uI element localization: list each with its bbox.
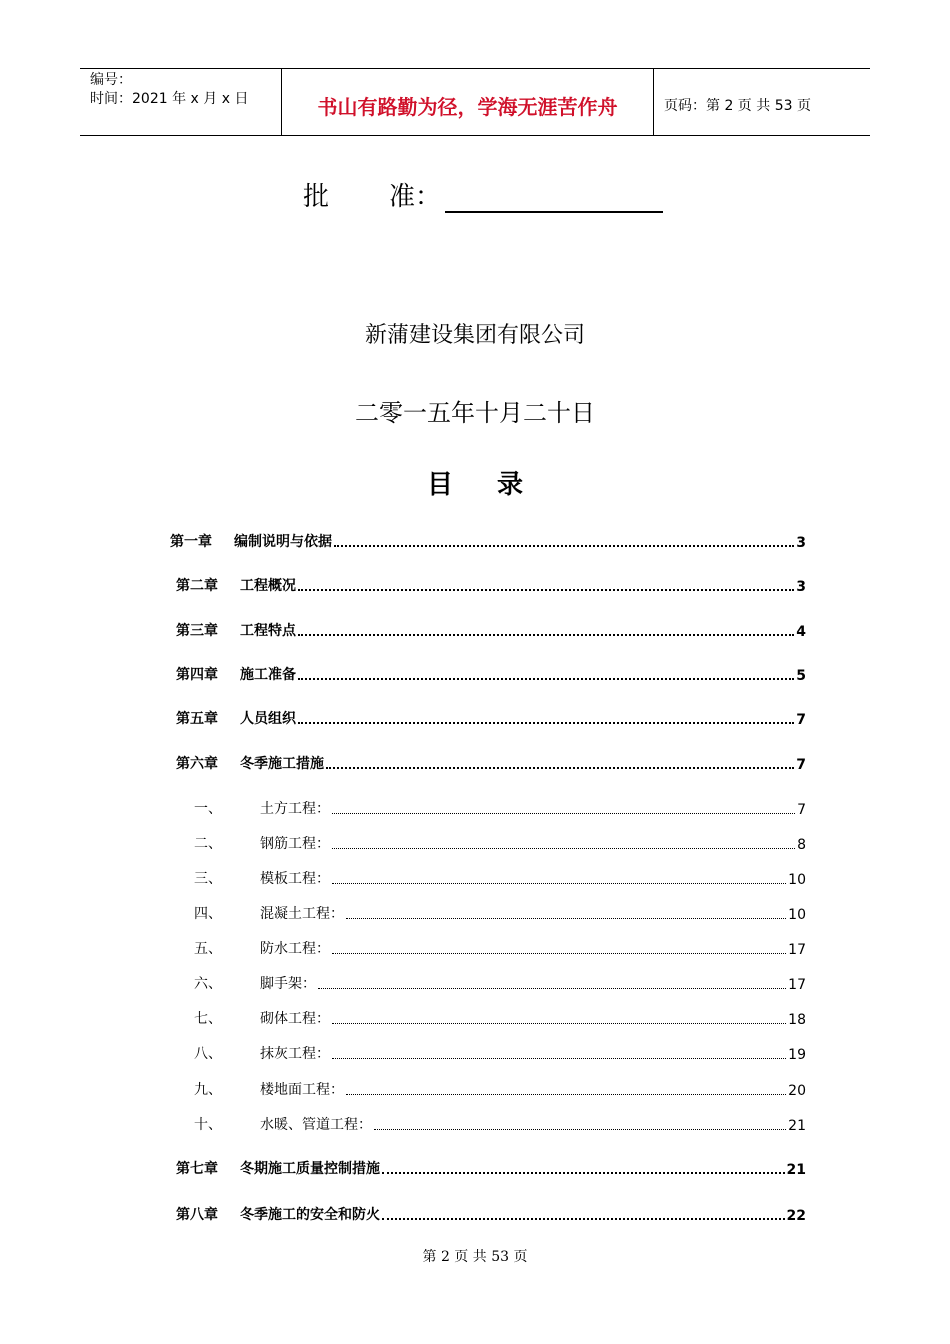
leader-dots xyxy=(326,767,794,769)
chapter-title: 人员组织 xyxy=(240,711,296,727)
chapter-title: 施工准备 xyxy=(240,667,296,683)
serial-label: 编号： xyxy=(90,72,132,88)
toc-chapter-row[interactable] xyxy=(170,531,806,551)
leader-dots xyxy=(382,1172,785,1174)
chapter-page: 22 xyxy=(786,1208,806,1224)
chapter-title: 编制说明与依据 xyxy=(234,534,332,550)
section-title: 楼地面工程： xyxy=(260,1082,344,1098)
toc-chapter-row[interactable] xyxy=(176,575,806,595)
page-info: 页码：第 2 页 共 53 页 xyxy=(664,98,811,114)
document-date: 二零一五年十月二十日 xyxy=(355,399,595,427)
chapter-number: 第七章 xyxy=(176,1161,218,1177)
section-title: 防水工程： xyxy=(260,941,330,957)
approval-label-b: 准： xyxy=(389,182,442,212)
section-page: 7 xyxy=(797,802,806,818)
section-title: 钢筋工程： xyxy=(260,836,330,852)
leader-dots xyxy=(346,918,786,919)
section-number: 十、 xyxy=(194,1117,222,1133)
toc-section-row[interactable] xyxy=(194,833,806,853)
toc-chapter-row[interactable] xyxy=(176,620,806,640)
toc-section-row[interactable] xyxy=(194,973,806,993)
section-page: 10 xyxy=(788,907,806,923)
section-number: 八、 xyxy=(194,1046,222,1062)
toc-chapter-row[interactable] xyxy=(176,753,806,773)
section-number: 七、 xyxy=(194,1011,222,1027)
chapter-page: 7 xyxy=(796,712,806,728)
toc-chapter-row[interactable] xyxy=(176,664,806,684)
chapter-title: 冬季施工措施 xyxy=(240,756,324,772)
chapter-title: 冬期施工质量控制措施 xyxy=(240,1161,380,1177)
toc-title: 目录 xyxy=(426,470,567,500)
page-footer: 第 2 页 共 53 页 xyxy=(422,1249,528,1265)
section-number: 九、 xyxy=(194,1082,222,1098)
chapter-page: 5 xyxy=(796,668,806,684)
section-number: 五、 xyxy=(194,941,222,957)
chapter-number: 第六章 xyxy=(176,756,218,772)
leader-dots xyxy=(334,545,794,547)
section-page: 19 xyxy=(788,1047,806,1063)
section-number: 六、 xyxy=(194,976,222,992)
section-title: 混凝土工程： xyxy=(260,906,344,922)
section-page: 21 xyxy=(788,1118,806,1134)
chapter-title: 工程特点 xyxy=(240,623,296,639)
section-title: 抹灰工程： xyxy=(260,1046,330,1062)
section-page: 18 xyxy=(788,1012,806,1028)
toc-section-row[interactable] xyxy=(194,1079,806,1099)
chapter-number: 第八章 xyxy=(176,1207,218,1223)
section-title: 砌体工程： xyxy=(260,1011,330,1027)
section-title: 脚手架： xyxy=(260,976,316,992)
chapter-page: 4 xyxy=(796,624,806,640)
leader-dots xyxy=(382,1218,785,1220)
toc-chapter-row[interactable] xyxy=(176,1158,806,1178)
toc-section-row[interactable] xyxy=(194,798,806,818)
toc-chapter-row[interactable] xyxy=(176,708,806,728)
motto: 书山有路勤为径，学海无涯苦作舟 xyxy=(282,69,654,135)
toc-section-row[interactable] xyxy=(194,1043,806,1063)
chapter-page: 3 xyxy=(796,579,806,595)
page-header xyxy=(80,68,870,136)
leader-dots xyxy=(332,953,786,954)
approval-line xyxy=(303,176,663,213)
chapter-number: 第二章 xyxy=(176,578,218,594)
toc-section-row[interactable] xyxy=(194,938,806,958)
leader-dots xyxy=(332,813,795,814)
section-title: 模板工程： xyxy=(260,871,330,887)
leader-dots xyxy=(346,1094,786,1095)
header-left-cell xyxy=(80,69,282,135)
leader-dots xyxy=(374,1129,786,1130)
signature-blank xyxy=(445,183,663,213)
leader-dots xyxy=(332,1023,786,1024)
section-page: 10 xyxy=(788,872,806,888)
chapter-number: 第五章 xyxy=(176,711,218,727)
chapter-title: 工程概况 xyxy=(240,578,296,594)
leader-dots xyxy=(298,589,794,591)
chapter-page: 3 xyxy=(796,535,806,551)
time-line: 时间：2021 年 x 月 x 日 xyxy=(90,91,249,107)
toc-section-row[interactable] xyxy=(194,1114,806,1134)
chapter-page: 21 xyxy=(786,1162,806,1178)
company-name: 新蒲建设集团有限公司 xyxy=(364,323,585,348)
leader-dots xyxy=(332,848,795,849)
toc-section-row[interactable] xyxy=(194,1008,806,1028)
section-page: 20 xyxy=(788,1083,806,1099)
section-number: 三、 xyxy=(194,871,222,887)
leader-dots xyxy=(332,883,786,884)
leader-dots xyxy=(318,988,786,989)
chapter-number: 第四章 xyxy=(176,667,218,683)
section-number: 四、 xyxy=(194,906,222,922)
section-number: 一、 xyxy=(194,801,222,817)
leader-dots xyxy=(332,1058,786,1059)
chapter-number: 第三章 xyxy=(176,623,218,639)
toc-chapter-row[interactable] xyxy=(176,1204,806,1224)
chapter-number: 第一章 xyxy=(170,534,212,550)
chapter-page: 7 xyxy=(796,757,806,773)
section-page: 8 xyxy=(797,837,806,853)
approval-label-a: 批 xyxy=(303,182,330,212)
leader-dots xyxy=(298,634,794,636)
section-page: 17 xyxy=(788,942,806,958)
leader-dots xyxy=(298,678,794,680)
section-page: 17 xyxy=(788,977,806,993)
section-number: 二、 xyxy=(194,836,222,852)
leader-dots xyxy=(298,722,794,724)
toc-section-row[interactable] xyxy=(194,868,806,888)
section-title: 土方工程： xyxy=(260,801,330,817)
toc-section-row[interactable] xyxy=(194,903,806,923)
section-title: 水暖、管道工程： xyxy=(260,1117,372,1133)
chapter-title: 冬季施工的安全和防火 xyxy=(240,1207,380,1223)
